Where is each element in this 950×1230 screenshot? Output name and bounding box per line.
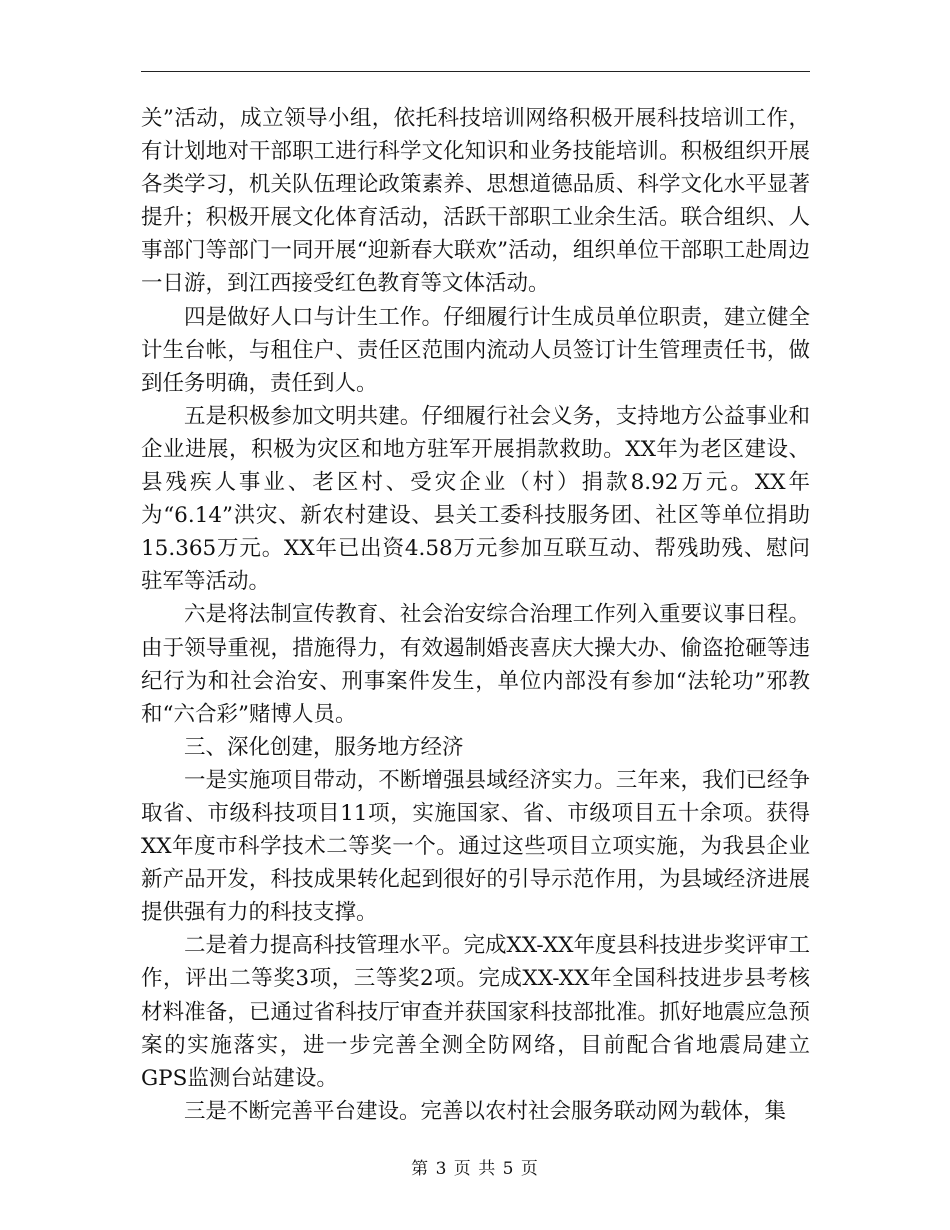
paragraph-2: 四是做好人口与计生工作。仔细履行计生成员单位职责，建立健全计生台帐，与租住户、责任区范围内流动人员签订计生管理责任书，做到任务明确，责任到人。 bbox=[141, 304, 810, 396]
paragraph-6: 一是实施项目带动，不断增强县域经济实力。三年来，我们已经争取省、市级科技项目11项，实施国家、省、市级项目五十余项。获得XX年度市科学技术二等奖一个。通过这些项目立项实施，为我县企业新产品开发，科技成果转化起到很好的引导示范作用，为县域经济进展提供强有力的科技支撑。 bbox=[141, 767, 810, 926]
paragraph-1: 关”活动，成立领导小组，依托科技培训网络积极开展科技培训工作，有计划地对干部职工进行科学文化知识和业务技能培训。积极组织开展各类学习，机关队伍理论政策素养、思想道德品质、科学文化水平显著提升；积极开展文化体育活动，活跃干部职工业余生活。联合组织、人事部门等部门一同开展“迎新春大联欢”活动，组织单位干部职工赴周边一日游，到江西接受红色教育等文体活动。 bbox=[141, 106, 810, 297]
page-number-footer: 第 3 页 共 5 页 bbox=[411, 1159, 539, 1179]
paragraph-7: 二是着力提高科技管理水平。完成XX-XX年度县科技进步奖评审工作，评出二等奖3项，三等奖2项。完成XX-XX年全国科技进步县考核材料准备，已通过省科技厅审查并获国家科技部批准。抓好地震应急预案的实施落实，进一步完善全测全防网络，目前配合省地震局建立GPS监测台站建设。 bbox=[141, 933, 810, 1091]
document-body bbox=[141, 102, 810, 1128]
paragraph-4: 六是将法制宣传教育、社会治安综合治理工作列入重要议事日程。由于领导重视，措施得力，有效遏制婚丧喜庆大操大办、偷盗抢砸等违纪行为和社会治安、刑事案件发生，单位内部没有参加“法轮功”邪教和“六合彩”赌博人员。 bbox=[141, 602, 810, 727]
header-rule bbox=[141, 71, 810, 72]
paragraph-8: 三是不断完善平台建设。完善以农村社会服务联动网为载体，集 bbox=[184, 1098, 787, 1124]
section-heading: 三、深化创建，服务地方经济 bbox=[184, 734, 464, 760]
paragraph-3: 五是积极参加文明共建。仔细履行社会义务，支持地方公益事业和企业进展，积极为灾区和地方驻军开展捐款救助。XX年为老区建设、县残疾人事业、老区村、受灾企业（村）捐款8.92万元。XX年为“6.14”洪灾、新农村建设、县关工委科技服务团、社区等单位捐助15.365万元。XX年已出资4.58万元参加互联互动、帮残助残、慰问驻军等活动。 bbox=[141, 403, 810, 595]
